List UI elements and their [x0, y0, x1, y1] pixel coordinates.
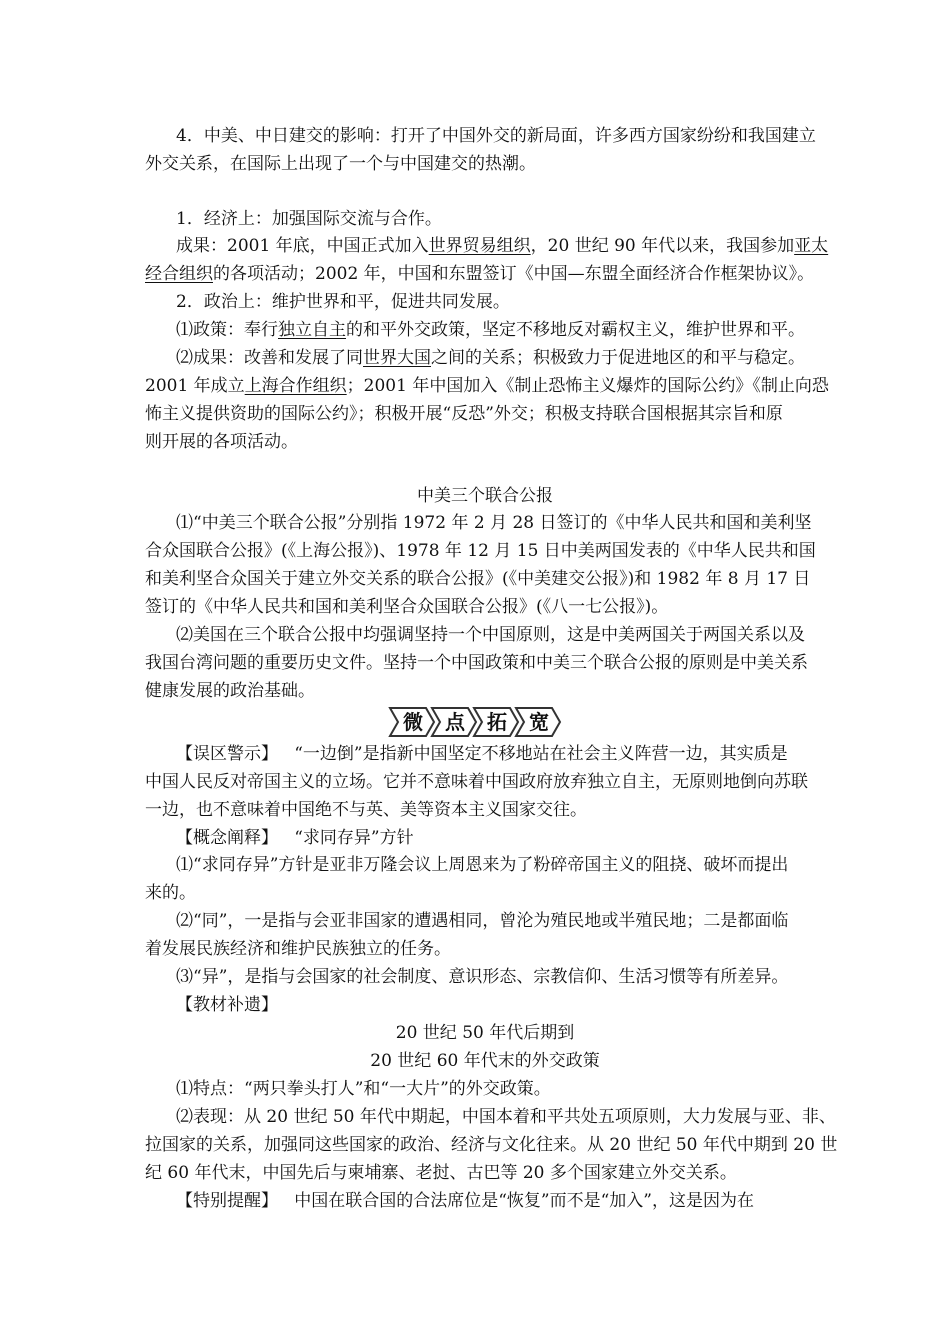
text: 着发展民族经济和维护民族独立的任务。 [145, 939, 451, 959]
underlined-term: 上海合作组织 [244, 376, 347, 396]
banner-char: 拓 [487, 710, 507, 734]
paragraph-line [145, 262, 825, 286]
tag-label: 【概念阐释】 [176, 828, 278, 848]
text: ⑴政策：奉行 [176, 320, 278, 340]
underlined-term: 亚太 [794, 236, 829, 256]
paragraph-line [176, 826, 826, 850]
text: ⑵成果：改善和发展了同 [176, 348, 363, 368]
text: 则开展的各项活动。 [145, 432, 298, 452]
paragraph-line [176, 623, 826, 647]
paragraph-line [145, 374, 829, 398]
section-heading [145, 1049, 825, 1073]
paragraph-line [176, 124, 826, 148]
text: 中美三个联合公报 [417, 486, 553, 506]
paragraph-line [145, 430, 825, 454]
text: 2001 年成立 [145, 376, 245, 396]
text: ⑵表现：从 20 世纪 50 年代中期起，中国本着和平共处五项原则，大力发展与亚、非、 [176, 1107, 836, 1127]
banner-char: 宽 [529, 710, 549, 734]
paragraph-line [176, 1189, 826, 1213]
paragraph-line [145, 539, 825, 563]
paragraph-line [145, 595, 825, 619]
paragraph-line [145, 567, 825, 591]
text: 纪 60 年代末，中国先后与柬埔寨、老挝、古巴等 20 多个国家建立外交关系。 [145, 1163, 737, 1183]
text: 来的。 [145, 883, 196, 903]
section-heading [145, 484, 825, 508]
paragraph-line [145, 679, 825, 703]
tag-label: 【特别提醒】 [176, 1191, 278, 1211]
tag-label: 【误区警示】 [176, 744, 278, 764]
text: 的和平外交政策，坚定不移地反对霸权主义，维护世界和平。 [346, 320, 805, 340]
paragraph-line [176, 346, 826, 370]
section-title [176, 290, 826, 314]
text: 合众国联合公报》(《上海公报》)、1978 年 12 月 15 日中美两国发表的《中华人民共和国 [145, 541, 816, 561]
underlined-term: 独立自主 [278, 320, 346, 340]
paragraph-line [145, 798, 825, 822]
tag-label: 【教材补遗】 [176, 995, 278, 1015]
section-title [176, 207, 826, 231]
paragraph-line [145, 881, 825, 905]
paragraph-line [176, 993, 826, 1017]
paragraph-line [176, 909, 826, 933]
text: 成果：2001 年底，中国正式加入 [176, 236, 429, 256]
text: 2．政治上：维护世界和平，促进共同发展。 [176, 292, 510, 312]
text: ；2001 年中国加入《制止恐怖主义爆炸的国际公约》《制止向恐 [346, 376, 829, 396]
text: 中国在联合国的合法席位是“恢复”而不是“加入”，这是因为在 [294, 1191, 754, 1211]
section-heading [145, 1021, 825, 1045]
text: 20 世纪 50 年代后期到 [395, 1023, 575, 1043]
paragraph-line [145, 152, 825, 176]
text: 和美利坚合众国关于建立外交关系的联合公报》(《中美建交公报》)和 1982 年 8 月 17 日 [145, 569, 811, 589]
text: “求同存异”方针 [294, 828, 414, 848]
paragraph-line [145, 770, 825, 794]
text: ⑴“求同存异”方针是亚非万隆会议上周恩来为了粉碎帝国主义的阻挠、破坏而提出 [176, 855, 789, 875]
text: 外交关系，在国际上出现了一个与中国建交的热潮。 [145, 154, 536, 174]
text: 20 世纪 60 年代末的外交政策 [370, 1051, 600, 1071]
text: 我国台湾问题的重要历史文件。坚持一个中国政策和中美三个联合公报的原则是中美关系 [145, 653, 808, 673]
text: 健康发展的政治基础。 [145, 681, 315, 701]
text: 之间的关系；积极致力于促进地区的和平与稳定。 [431, 348, 805, 368]
paragraph-line [145, 402, 825, 426]
text: ⑴特点：“两只拳头打人”和“一大片”的外交政策。 [176, 1079, 551, 1099]
text: 怖主义提供资助的国际公约》；积极开展“反恐”外交；积极支持联合国根据其宗旨和原 [145, 404, 783, 424]
text: ⑶“异”，是指与会国家的社会制度、意识形态、宗教信仰、生活习惯等有所差异。 [176, 967, 789, 987]
paragraph-line [176, 234, 829, 258]
paragraph-line [176, 1105, 836, 1129]
text: 4．中美、中日建交的影响：打开了中国外交的新局面，许多西方国家纷纷和我国建立 [176, 126, 816, 146]
text: ，20 世纪 90 年代以来，我国参加 [530, 236, 795, 256]
text: ⑵美国在三个联合公报中均强调坚持一个中国原则，这是中美两国关于两国关系以及 [176, 625, 805, 645]
banner-char: 点 [445, 710, 465, 734]
paragraph-line [176, 318, 826, 342]
text: 一边，也不意味着中国绝不与英、美等资本主义国家交往。 [145, 800, 587, 820]
paragraph-line [145, 1133, 838, 1157]
paragraph-line [176, 853, 826, 877]
text: 1．经济上：加强国际交流与合作。 [176, 209, 442, 229]
underlined-term: 经合组织 [145, 264, 213, 284]
paragraph-line [176, 511, 826, 535]
paragraph-line [145, 937, 825, 961]
text: 的各项活动；2002 年，中国和东盟签订《中国—东盟全面经济合作框架协议》。 [213, 264, 815, 284]
text: 中国人民反对帝国主义的立场。它并不意味着中国政府放弃独立自主，无原则地倒向苏联 [145, 772, 808, 792]
paragraph-line [176, 965, 826, 989]
text: ⑵“同”，一是指与会亚非国家的遭遇相同，曾沦为殖民地或半殖民地；二是都面临 [176, 911, 789, 931]
underlined-term: 世界大国 [363, 348, 431, 368]
paragraph-line [176, 1077, 826, 1101]
text: 签订的《中华人民共和国和美利坚合众国联合公报》(《八一七公报》)。 [145, 597, 669, 617]
paragraph-line [145, 1161, 825, 1185]
banner-char: 微 [403, 710, 423, 734]
text: “一边倒”是指新中国坚定不移地站在社会主义阵营一边，其实质是 [294, 744, 788, 764]
underlined-term: 世界贸易组织 [428, 236, 531, 256]
section-banner [388, 706, 564, 738]
paragraph-line [176, 742, 826, 766]
text: ⑴“中美三个联合公报”分别指 1972 年 2 月 28 日签订的《中华人民共和国和美利坚 [176, 513, 812, 533]
text: 拉国家的关系，加强同这些国家的政治、经济与文化往来。从 20 世纪 50 年代中期到 20 世 [145, 1135, 838, 1155]
paragraph-line [145, 651, 825, 675]
